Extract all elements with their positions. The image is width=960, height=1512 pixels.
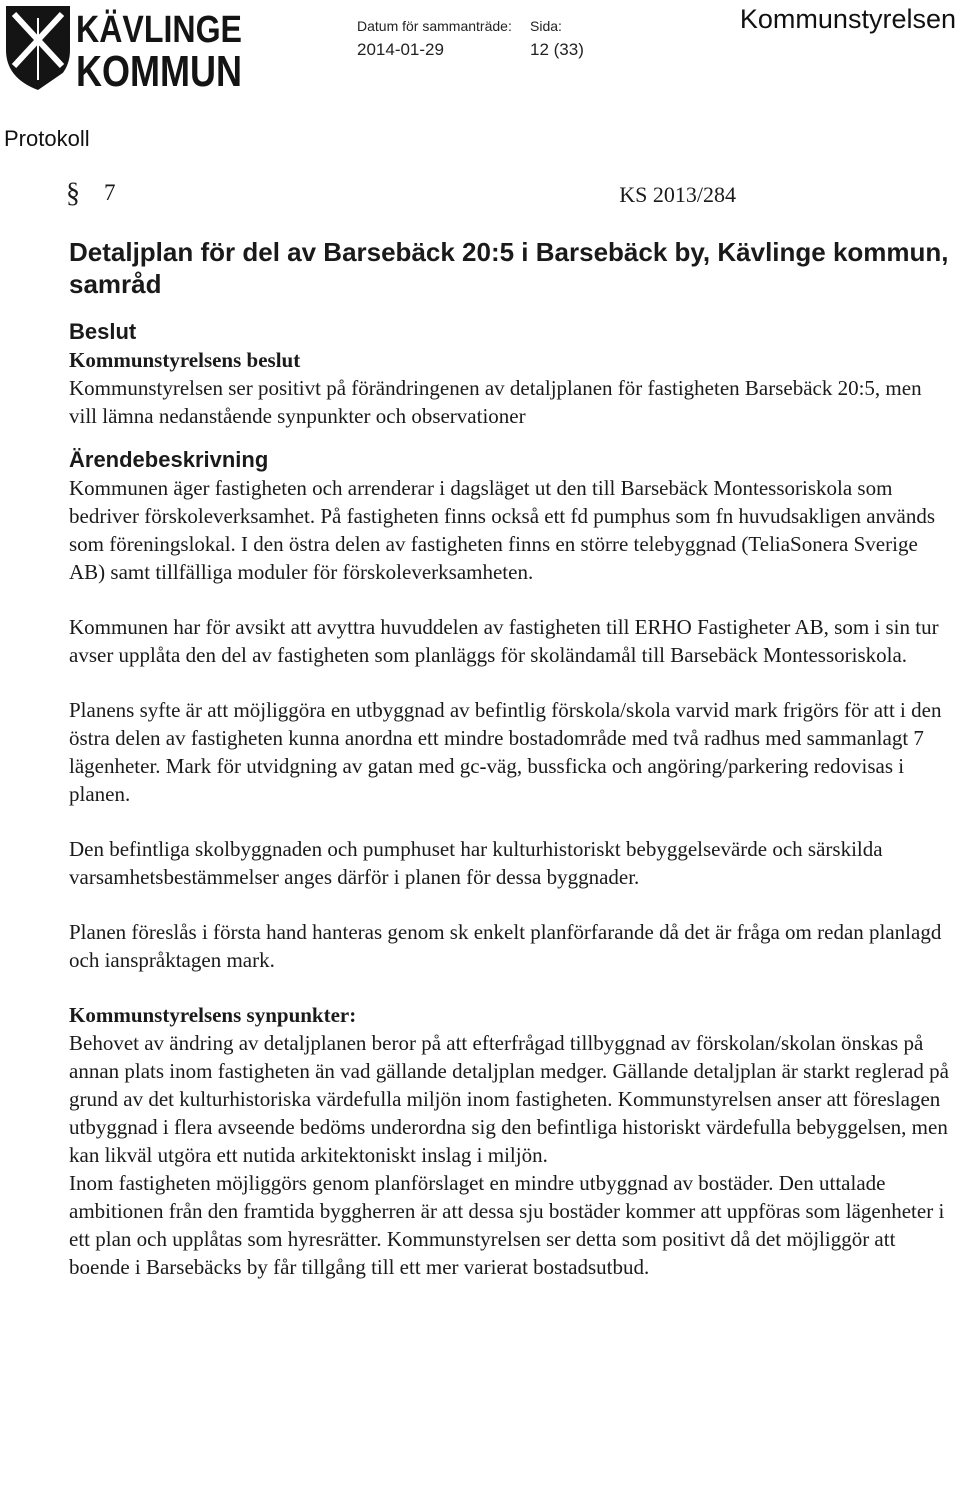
logo-line-1: KÄVLINGE <box>76 9 273 51</box>
description-paragraph-2: Kommunen har för avsikt att avyttra huvuddelen av fastigheten till ERHO Fastigheter AB, som i sin tur avser upplåta den del av fastigheten som planläggs för skoländamål till Barsebäck Montessoriskola. <box>69 615 939 667</box>
description-paragraph-1: Kommunen äger fastigheten och arrenderar i dagsläget ut den till Barsebäck Montessoriskola som bedriver förskoleverksamhet. På fastigheten finns också ett fd pumphus som fn huvudsakligen används som föreningslokal. I den östra delen av fastigheten finns en större telebyggnad (TeliaSonera Sverige AB) samt tillfälliga moduler för förskoleverksamheten. <box>69 476 936 584</box>
description-heading: Ärendebeskrivning <box>69 447 269 472</box>
logo-line-2: KOMMUN <box>76 47 242 96</box>
description-paragraph-3: Planens syfte är att möjliggöra en utbyggnad av befintlig förskola/skola varvid mark frigörs för att i den östra delen av fastigheten kunna anordna ett mindre bostadområde med två radhus med sammanlagt 7 lägenheter. Mark för utvidgning av gatan med gc-väg, bussficka och angöring/parkering redovisas i planen. <box>69 698 942 806</box>
document-body <box>69 236 949 1281</box>
meeting-date-label: Datum för sammanträde: <box>357 18 512 34</box>
item-title: Detaljplan för del av Barsebäck 20:5 i Barsebäck by, Kävlinge kommun, samråd <box>69 237 949 299</box>
description-paragraph-4: Den befintliga skolbyggnaden och pumphuset har kulturhistoriskt bebyggelsevärde och särskilda varsamhetsbestämmelser anges därför i planen för dessa byggnader. <box>69 837 883 889</box>
kavlinge-kommun-logo <box>4 4 273 96</box>
viewpoints-paragraph-2: Inom fastigheten möjliggörs genom planförslaget en mindre utbyggnad av bostäder. Den uttalade ambitionen från den framtida byggherren är att dessa sju bostäder kommer att uppföras som lägenheter i ett plan och upplåtas som hyresrätter. Kommunstyrelsen ser detta som positivt då det möjliggör att boende i Barsebäcks by får tillgång till ett mer varierat bostadsutbud. <box>69 1171 945 1279</box>
document-type: Protokoll <box>4 126 90 151</box>
decision-section <box>69 318 949 430</box>
page-number: 12 (33) <box>530 40 584 59</box>
case-number: KS 2013/284 <box>619 182 736 207</box>
page-label: Sida: <box>530 18 562 34</box>
description-paragraph-5: Planen föreslås i första hand hanteras genom sk enkelt planförfarande då det är fråga om redan planlagd och ianspråktagen mark. <box>69 920 942 972</box>
committee-name: Kommunstyrelsen <box>739 4 956 34</box>
decision-subheading: Kommunstyrelsens beslut <box>69 348 301 372</box>
meeting-date: 2014-01-29 <box>357 40 444 59</box>
decision-text: Kommunstyrelsen ser positivt på förändringenen av detaljplanen för fastigheten Barsebäck 20:5, men vill lämna nedanstående synpunkter och observationer <box>69 376 922 428</box>
viewpoints-heading: Kommunstyrelsens synpunkter: <box>69 1003 357 1027</box>
coat-of-arms-icon <box>6 6 70 90</box>
decision-heading: Beslut <box>69 319 137 344</box>
description-section <box>69 446 949 974</box>
section-sign: § <box>66 178 80 209</box>
item-number: 7 <box>104 180 116 205</box>
viewpoints-paragraph-1: Behovet av ändring av detaljplanen beror på att efterfrågad tillbyggnad av förskolan/skolan önskas på annan plats inom fastigheten än vad gällande detaljplan medger. Gällande detaljplan är starkt reglerad på grund av det kulturhistoriska värdefulla miljön inom fastigheten. Kommunstyrelsen anser att föreslagen utbyggnad i flera avseende bedöms underordna sig den befintliga historiskt värdefulla bebyggelsen, men kan likväl utgöra ett nutida arkitektoniskt inslag i miljön. <box>69 1031 949 1167</box>
viewpoints-section <box>69 1001 949 1281</box>
